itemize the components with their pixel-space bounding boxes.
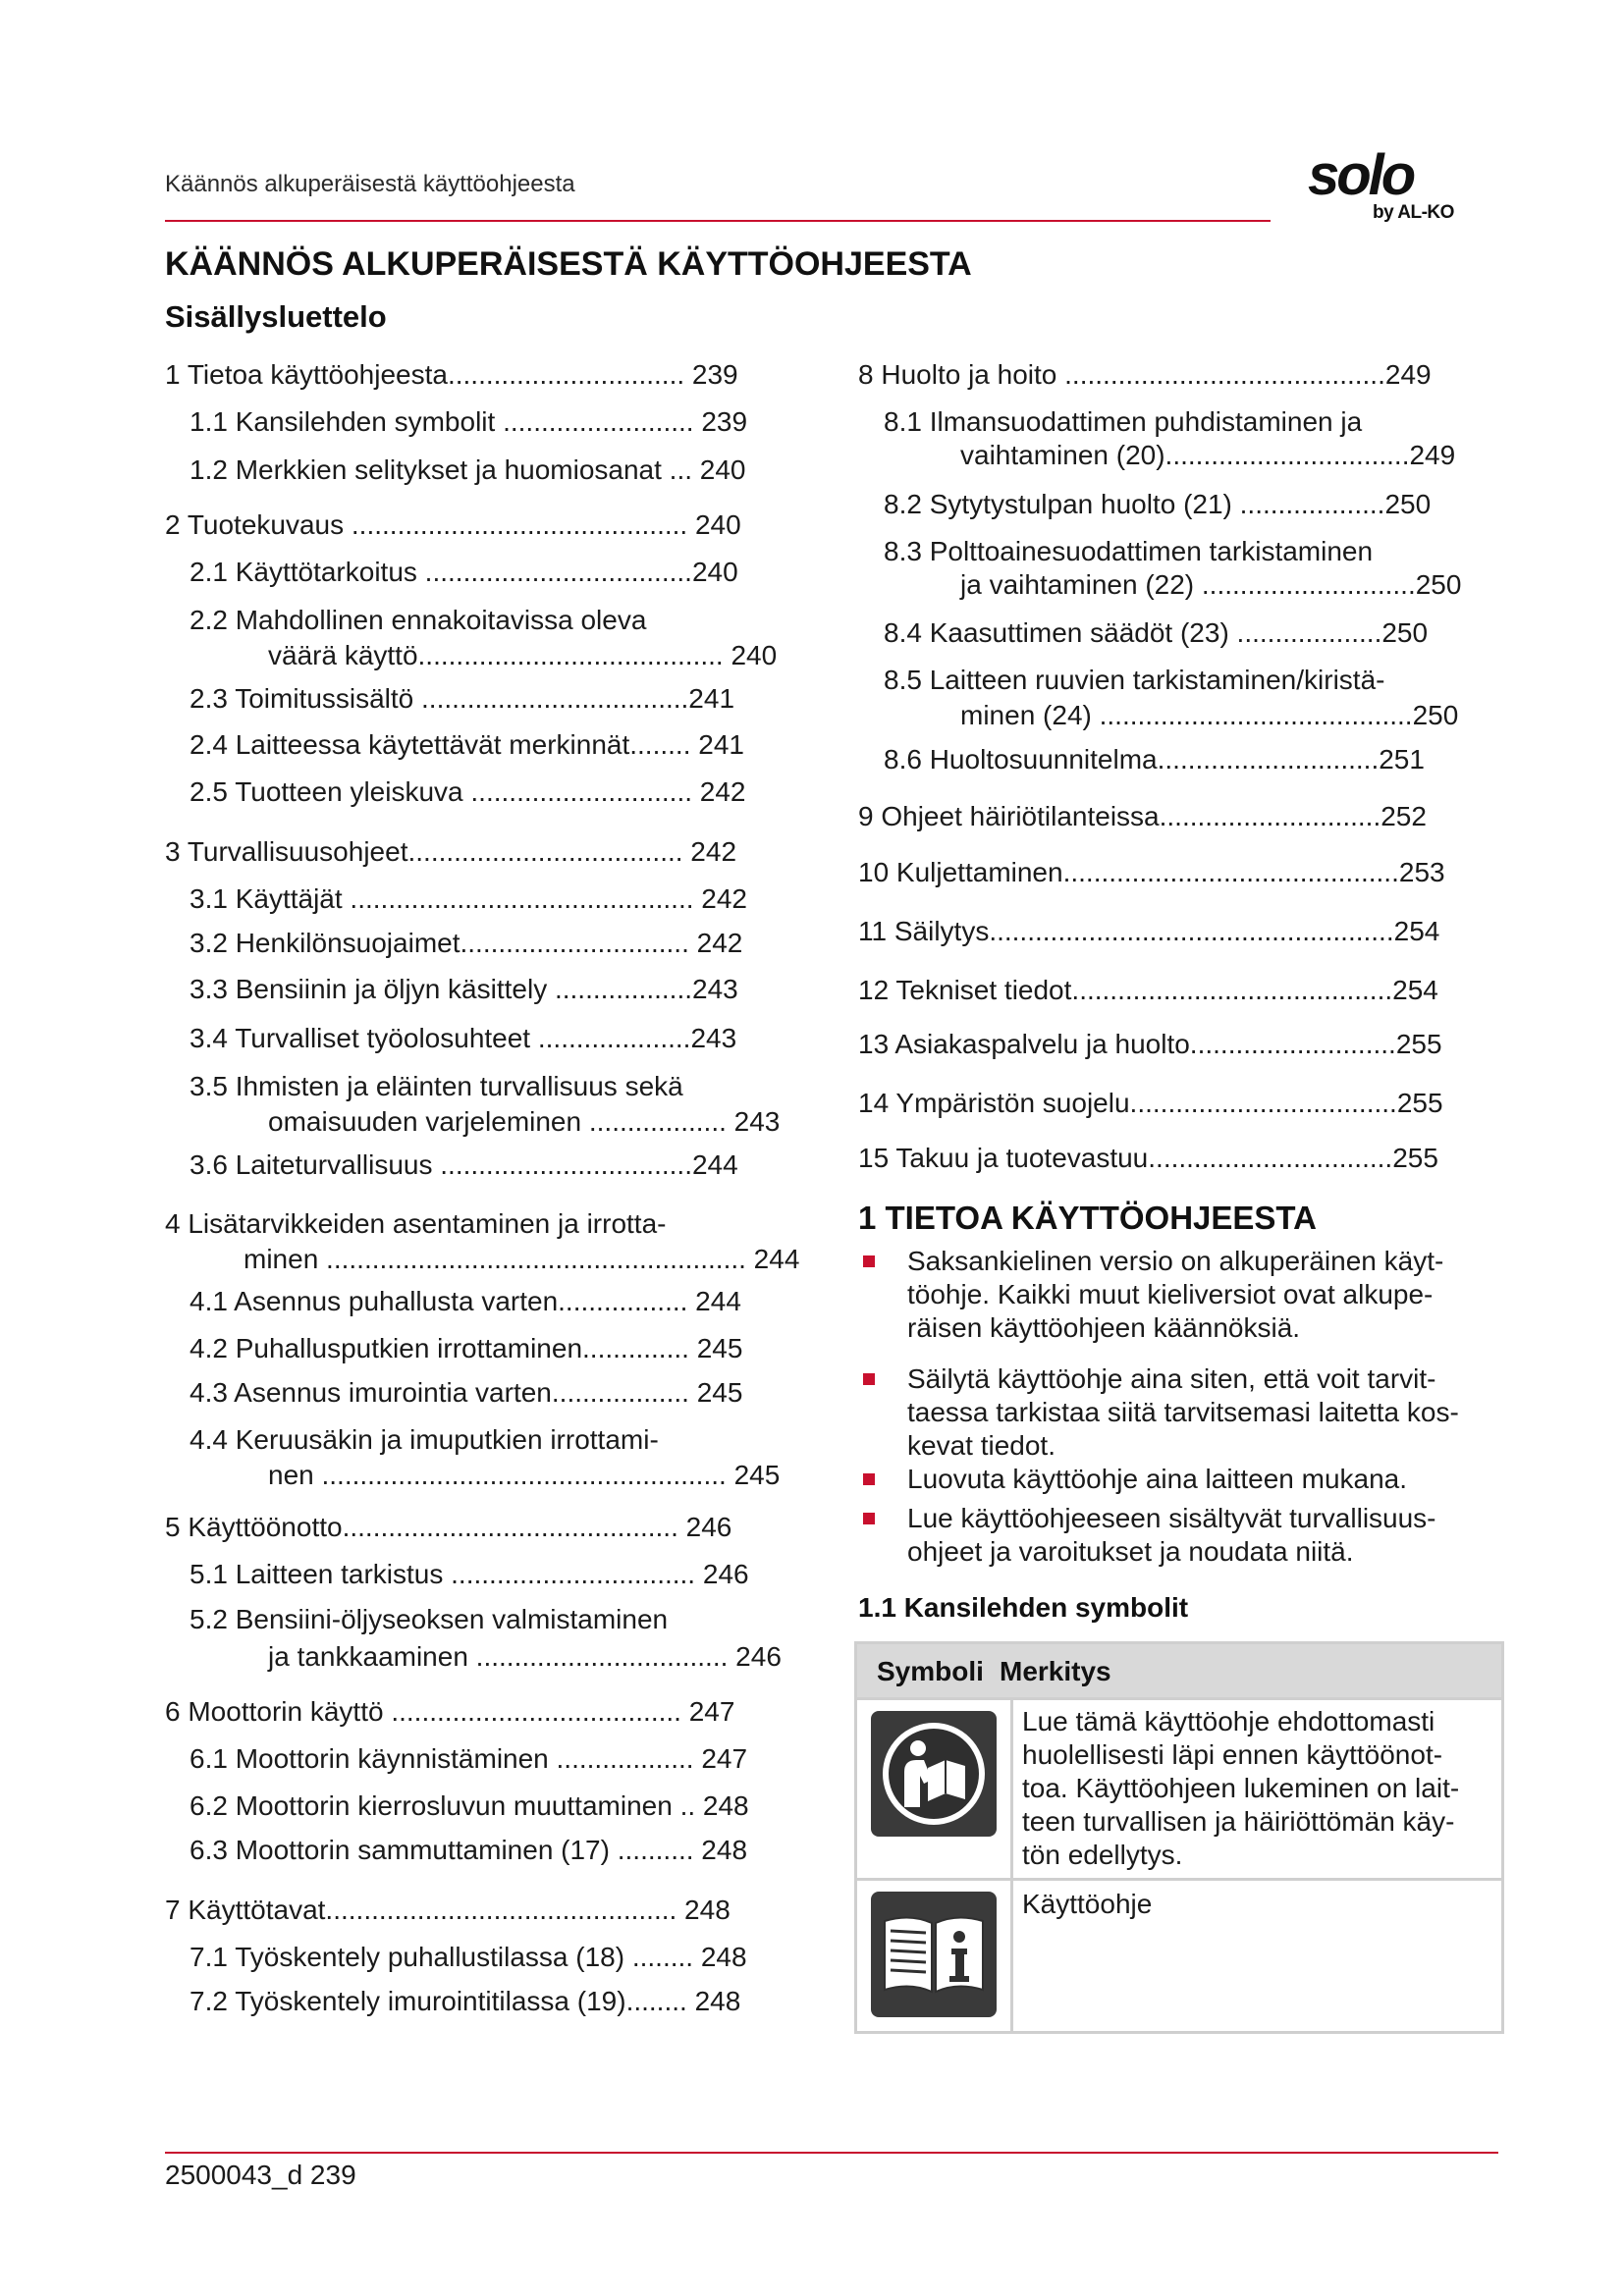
toc-entry-text: minen (24) .........................................250 bbox=[960, 700, 1459, 730]
toc-entry[interactable] bbox=[884, 535, 1461, 602]
toc-entry-text: 3.5 Ihmisten ja eläinten turvallisuus sekä bbox=[189, 1071, 683, 1101]
toc-entry-text: 12 Tekniset tiedot..........................................254 bbox=[858, 975, 1438, 1005]
table-cell-line: Lue tämä käyttöohje ehdottomasti bbox=[1022, 1706, 1435, 1736]
toc-entry[interactable] bbox=[858, 974, 1438, 1007]
toc-entry-text: 5.1 Laitteen tarkistus ................................ 246 bbox=[189, 1559, 749, 1589]
toc-entry[interactable] bbox=[884, 743, 1425, 776]
table-header bbox=[857, 1644, 1501, 1700]
toc-entry-text: 6.1 Moottorin käynnistäminen .................. 247 bbox=[189, 1743, 748, 1774]
toc-entry-text: 5 Käyttöönotto............................................ 246 bbox=[165, 1512, 732, 1542]
toc-entry-text: 3.2 Henkilönsuojaimet.............................. 242 bbox=[189, 928, 743, 958]
toc-entry-text: 8.2 Sytytystulpan huolto (21) ...................250 bbox=[884, 489, 1432, 519]
toc-entry-text: 9 Ohjeet häiriötilanteissa.............................252 bbox=[858, 801, 1427, 831]
manual-info-icon bbox=[871, 1892, 997, 2017]
toc-entry[interactable] bbox=[858, 1028, 1442, 1061]
list-item-text bbox=[907, 1362, 1496, 1463]
toc-entry[interactable] bbox=[189, 1332, 742, 1365]
list-item-line: Säilytä käyttöohje aina siten, että voit tarvit- bbox=[907, 1363, 1436, 1394]
row-divider bbox=[857, 1878, 1501, 1881]
toc-entry[interactable] bbox=[884, 405, 1455, 472]
read-manual-icon bbox=[871, 1711, 997, 1837]
toc-entry[interactable] bbox=[189, 1834, 747, 1867]
running-title: Käännös alkuperäisestä käyttöohjeesta bbox=[165, 171, 575, 197]
bullet-square-icon bbox=[863, 1473, 875, 1485]
footer-rule bbox=[165, 2152, 1498, 2154]
table-cell-line: huolellisesti läpi ennen käyttöönot- bbox=[1022, 1739, 1443, 1770]
section-heading: 1 TIETOA KÄYTTÖOHJEESTA bbox=[858, 1200, 1317, 1236]
toc-entry-text: 2.3 Toimitussisältö ...................................241 bbox=[189, 683, 735, 714]
list-item-line: ohjeet ja varoitukset ja noudata niitä. bbox=[907, 1536, 1354, 1567]
toc-entry[interactable] bbox=[165, 1894, 731, 1927]
toc-entry[interactable] bbox=[189, 1423, 780, 1492]
table-cell-line: toa. Käyttöohjeen lukeminen on lait- bbox=[1022, 1773, 1460, 1803]
toc-entry[interactable] bbox=[884, 664, 1458, 732]
toc-entry[interactable] bbox=[189, 1789, 749, 1823]
toc-entry-text: 14 Ympäristön suojelu...................................255 bbox=[858, 1088, 1443, 1118]
bullet-square-icon bbox=[863, 1513, 875, 1524]
toc-entry-text: väärä käyttö........................................ 240 bbox=[268, 640, 778, 670]
toc-entry-text: 6 Moottorin käyttö ...................................... 247 bbox=[165, 1696, 735, 1727]
logo-sub-text: by AL-KO bbox=[1373, 202, 1454, 223]
toc-entry-text: 3.4 Turvalliset työolosuhteet ....................243 bbox=[189, 1023, 737, 1053]
list-item-text bbox=[907, 1502, 1496, 1569]
symbol-table bbox=[854, 1641, 1504, 2034]
toc-entry-text: 3.1 Käyttäjät ............................................. 242 bbox=[189, 883, 747, 914]
toc-entry-text: 6.2 Moottorin kierrosluvun muuttaminen .. 248 bbox=[189, 1790, 749, 1821]
subsection-heading: 1.1 Kansilehden symbolit bbox=[858, 1592, 1189, 1623]
list-item-line: Luovuta käyttöohje aina laitteen mukana. bbox=[907, 1464, 1408, 1494]
toc-entry-text: omaisuuden varjeleminen .................. 243 bbox=[268, 1106, 781, 1137]
toc-entry-text: 1.2 Merkkien selitykset ja huomiosanat ... 240 bbox=[189, 454, 746, 485]
toc-entry-text: 8.5 Laitteen ruuvien tarkistaminen/kiristä- bbox=[884, 665, 1385, 695]
toc-entry-text: 4.3 Asennus imurointia varten.................. 245 bbox=[189, 1377, 743, 1408]
list-item-line: räisen käyttöohjeen käännöksiä. bbox=[907, 1312, 1301, 1343]
toc-entry-text: 7.1 Työskentely puhallustilassa (18) ........ 248 bbox=[189, 1942, 747, 1972]
toc-entry-text: 2.1 Käyttötarkoitus ...................................240 bbox=[189, 557, 738, 587]
toc-entry-text: ja tankkaaminen ................................. 246 bbox=[268, 1641, 782, 1672]
list-item-line: taessa tarkistaa siitä tarvitsemasi laitetta kos- bbox=[907, 1397, 1459, 1427]
toc-entry-text: 2 Tuotekuvaus ............................................ 240 bbox=[165, 509, 741, 540]
toc-entry-text: 1 Tietoa käyttöohjeesta............................... 239 bbox=[165, 359, 738, 390]
toc-entry[interactable] bbox=[189, 1985, 740, 2018]
toc-entry[interactable] bbox=[884, 488, 1431, 521]
list-item-line: Saksankielinen versio on alkuperäinen käyt- bbox=[907, 1246, 1444, 1276]
column-divider bbox=[1010, 1700, 1013, 2031]
table-row-meaning bbox=[1022, 1705, 1493, 1872]
toc-entry-text: minen ....................................................... 244 bbox=[244, 1244, 800, 1274]
toc-entry-text: 5.2 Bensiini-öljyseoksen valmistaminen bbox=[189, 1604, 669, 1634]
toc-entry-text: 7 Käyttötavat.............................................. 248 bbox=[165, 1895, 731, 1925]
toc-entry-text: vaihtaminen (20)................................249 bbox=[960, 440, 1456, 470]
toc-entry[interactable] bbox=[858, 358, 1432, 392]
list-item-line: kevat tiedot. bbox=[907, 1430, 1056, 1461]
toc-entry[interactable] bbox=[858, 1142, 1438, 1175]
toc-entry[interactable] bbox=[189, 1285, 741, 1318]
toc-entry[interactable] bbox=[189, 1603, 782, 1674]
toc-entry-text: 2.2 Mahdollinen ennakoitavissa oleva bbox=[189, 605, 647, 635]
toc-entry-text: 6.3 Moottorin sammuttaminen (17) .......... 248 bbox=[189, 1835, 748, 1865]
toc-entry[interactable] bbox=[884, 616, 1428, 650]
toc-entry-text: nen ..................................................... 245 bbox=[268, 1460, 781, 1490]
document-title: KÄÄNNÖS ALKUPERÄISESTÄ KÄYTTÖOHJEESTA bbox=[165, 245, 972, 283]
toc-entry-text: 7.2 Työskentely imurointitilassa (19)........ 248 bbox=[189, 1986, 741, 2016]
list-item-line: töohje. Kaikki muut kieliversiot ovat alkupe- bbox=[907, 1279, 1434, 1309]
toc-entry-text: 10 Kuljettaminen............................................253 bbox=[858, 857, 1445, 887]
toc-entry[interactable] bbox=[165, 1207, 799, 1276]
toc-entry-text: 4.2 Puhallusputkien irrottaminen.............. 245 bbox=[189, 1333, 743, 1363]
toc-entry[interactable] bbox=[189, 1558, 749, 1591]
bullet-square-icon bbox=[863, 1255, 875, 1267]
list-item-line: Lue käyttöohjeeseen sisältyvät turvallisuus- bbox=[907, 1503, 1436, 1533]
toc-title: Sisällysluettelo bbox=[165, 299, 387, 334]
toc-entry-text: 1.1 Kansilehden symbolit ......................... 239 bbox=[189, 406, 748, 437]
table-cell-line: tön edellytys. bbox=[1022, 1840, 1183, 1870]
bullet-square-icon bbox=[863, 1373, 875, 1385]
toc-entry-text: 2.5 Tuotteen yleiskuva ............................. 242 bbox=[189, 776, 746, 807]
toc-entry-text: 15 Takuu ja tuotevastuu................................255 bbox=[858, 1143, 1438, 1173]
table-cell-line: Käyttöohje bbox=[1022, 1889, 1153, 1919]
col-header-symbol: Symboli bbox=[877, 1656, 984, 1686]
toc-entry[interactable] bbox=[858, 856, 1445, 889]
toc-entry-text: 8 Huolto ja hoito ..........................................249 bbox=[858, 359, 1432, 390]
toc-entry-text: 11 Säilytys.....................................................254 bbox=[858, 916, 1440, 946]
toc-entry[interactable] bbox=[165, 1695, 734, 1729]
toc-entry-text: ja vaihtaminen (22) ............................250 bbox=[960, 569, 1462, 600]
page-number: 2500043_d 239 bbox=[165, 2160, 356, 2190]
table-cell-line: teen turvallisen ja häiriöttömän käy- bbox=[1022, 1806, 1455, 1837]
toc-entry-text: 3 Turvallisuusohjeet.................................... 242 bbox=[165, 836, 737, 867]
toc-entry-text: 4.1 Asennus puhallusta varten................. 244 bbox=[189, 1286, 741, 1316]
toc-entry[interactable] bbox=[189, 1941, 747, 1974]
toc-entry-text: 4 Lisätarvikkeiden asentaminen ja irrotta- bbox=[165, 1208, 667, 1239]
toc-entry-text: 2.4 Laitteessa käytettävät merkinnät........ 241 bbox=[189, 729, 744, 760]
toc-entry-text: 8.1 Ilmansuodattimen puhdistaminen ja bbox=[884, 406, 1363, 437]
toc-entry[interactable] bbox=[189, 1376, 742, 1410]
toc-entry-text: 3.3 Bensiinin ja öljyn käsittely ..................243 bbox=[189, 974, 738, 1004]
toc-entry-text: 4.4 Keruusäkin ja imuputkien irrottami- bbox=[189, 1424, 659, 1455]
list-item-text bbox=[907, 1245, 1496, 1345]
toc-entry[interactable] bbox=[858, 1087, 1443, 1120]
toc-entry-text: 3.6 Laiteturvallisuus .................................244 bbox=[189, 1149, 738, 1180]
toc-entry[interactable] bbox=[165, 1511, 731, 1544]
logo-main-text: solo bbox=[1308, 143, 1414, 207]
toc-entry[interactable] bbox=[858, 915, 1439, 948]
toc-entry[interactable] bbox=[858, 800, 1427, 833]
toc-entry[interactable] bbox=[189, 1742, 747, 1776]
list-item-text bbox=[907, 1463, 1496, 1496]
toc-entry-text: 8.3 Polttoainesuodattimen tarkistaminen bbox=[884, 536, 1374, 566]
toc-entry-text: 8.6 Huoltosuunnitelma.............................251 bbox=[884, 744, 1425, 774]
table-row-meaning bbox=[1022, 1888, 1493, 1921]
col-header-meaning: Merkitys bbox=[1000, 1656, 1111, 1686]
toc-entry-text: 8.4 Kaasuttimen säädöt (23) ...................250 bbox=[884, 617, 1429, 648]
toc-entry-text: 13 Asiakaspalvelu ja huolto...........................255 bbox=[858, 1029, 1442, 1059]
